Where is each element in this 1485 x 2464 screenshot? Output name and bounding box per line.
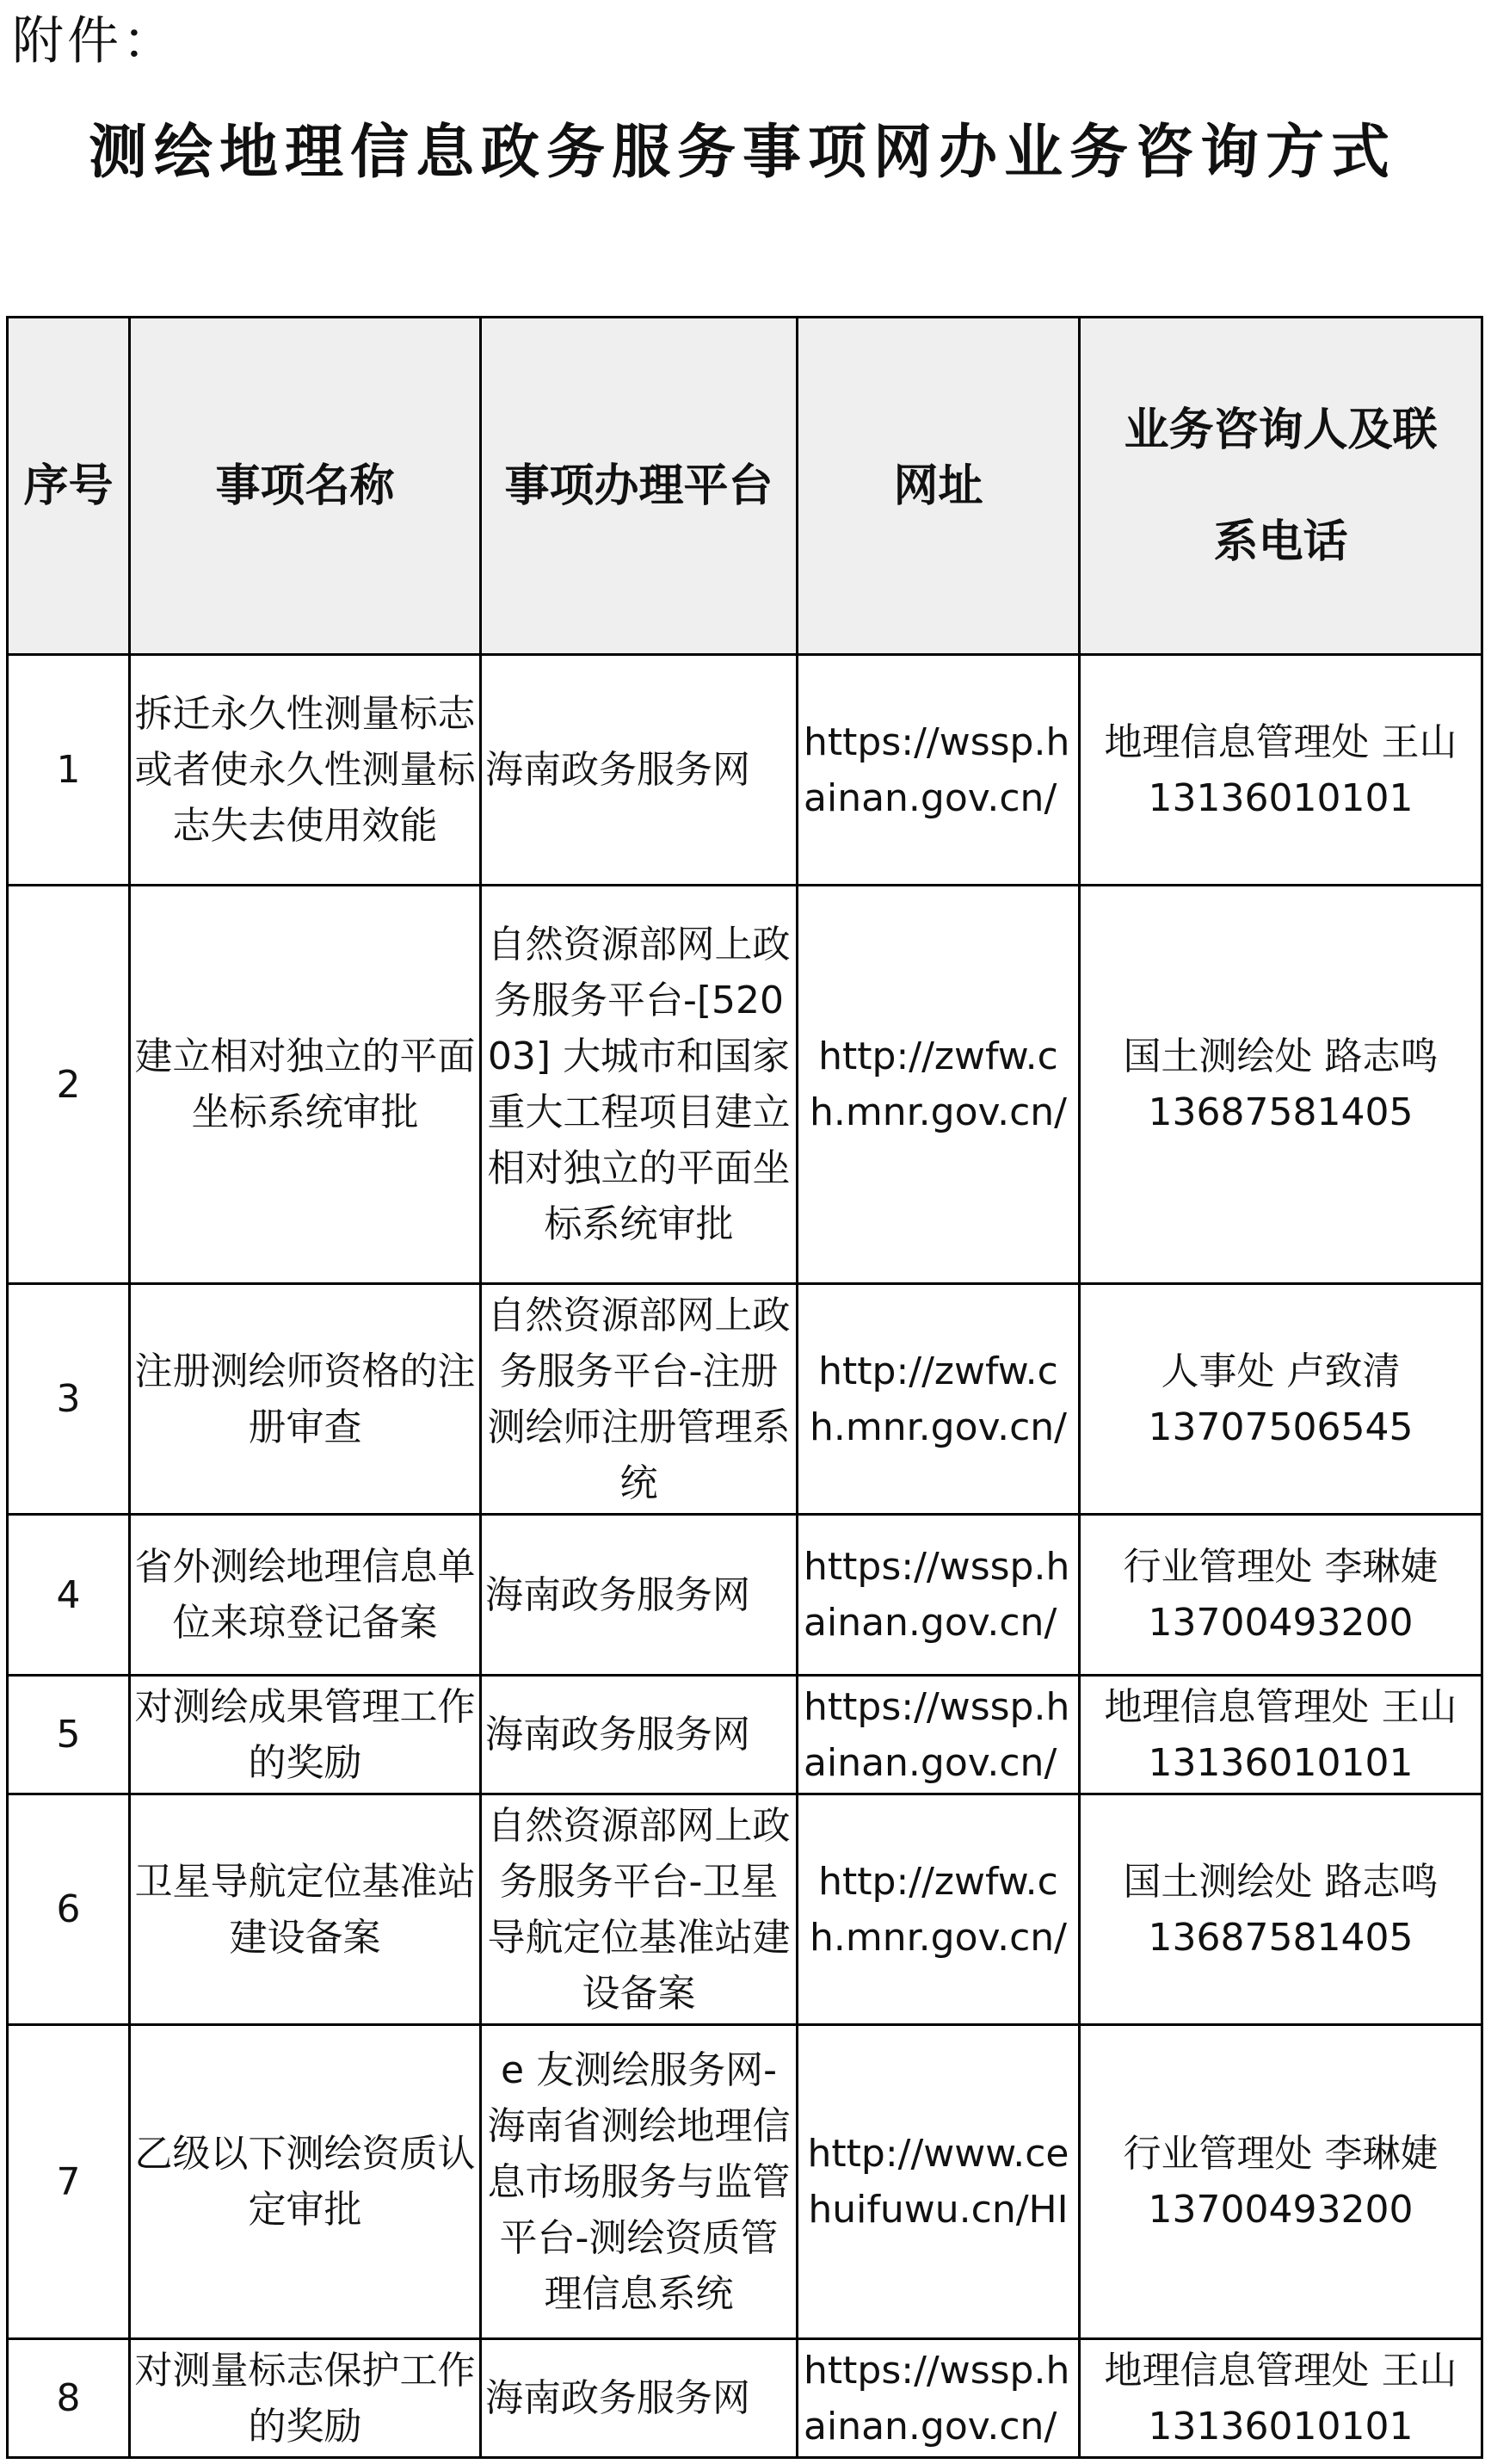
row-platform: 海南政务服务网	[481, 1515, 798, 1676]
contact-phone: 13136010101	[1148, 775, 1414, 820]
row-url-link[interactable]: http://zwfw.ch.mnr.gov.cn/	[798, 886, 1080, 1284]
row-url-link[interactable]: https://wssp.hainan.gov.cn/	[798, 1676, 1080, 1794]
row-item-name: 卫星导航定位基准站建设备案	[130, 1794, 481, 2025]
attachment-label: 附件：	[12, 11, 177, 71]
row-contact	[1080, 886, 1482, 1284]
row-contact	[1080, 655, 1482, 886]
row-contact	[1080, 1284, 1482, 1515]
table-row	[8, 886, 1482, 1284]
row-item-name: 建立相对独立的平面坐标系统审批	[130, 886, 481, 1284]
table-row	[8, 1794, 1482, 2025]
row-contact	[1080, 2339, 1482, 2458]
row-contact	[1080, 2025, 1482, 2339]
row-platform: 自然资源部网上政务服务平台-注册测绘师注册管理系统	[481, 1284, 798, 1515]
row-index: 4	[8, 1515, 130, 1676]
row-index: 8	[8, 2339, 130, 2458]
row-platform: 自然资源部网上政务服务平台-卫星导航定位基准站建设备案	[481, 1794, 798, 2025]
row-item-name: 对测绘成果管理工作的奖励	[130, 1676, 481, 1794]
table-header-row	[8, 318, 1482, 655]
row-url-link[interactable]: https://wssp.hainan.gov.cn/	[798, 1515, 1080, 1676]
row-url-link[interactable]: https://wssp.hainan.gov.cn/	[798, 2339, 1080, 2458]
contact-phone: 13700493200	[1148, 1601, 1414, 1645]
row-platform: e 友测绘服务网-海南省测绘地理信息市场服务与监管平台-测绘资质管理信息系统	[481, 2025, 798, 2339]
row-item-name: 注册测绘师资格的注册审查	[130, 1284, 481, 1515]
header-index: 序号	[8, 318, 130, 655]
header-platform: 事项办理平台	[481, 318, 798, 655]
contact-phone: 13136010101	[1148, 1740, 1414, 1785]
contact-phone: 13687581405	[1148, 1090, 1414, 1134]
row-url-link[interactable]: https://wssp.hainan.gov.cn/	[798, 655, 1080, 886]
row-index: 1	[8, 655, 130, 886]
row-index: 2	[8, 886, 130, 1284]
row-platform: 自然资源部网上政务服务平台-[52003] 大城市和国家重大工程项目建立相对独立的平面坐标系统审批	[481, 886, 798, 1284]
row-index: 3	[8, 1284, 130, 1515]
table-row	[8, 2339, 1482, 2458]
contact-phone: 13136010101	[1148, 2404, 1414, 2449]
table-row	[8, 655, 1482, 886]
row-item-name: 省外测绘地理信息单位来琼登记备案	[130, 1515, 481, 1676]
row-index: 5	[8, 1676, 130, 1794]
contact-phone: 13707506545	[1148, 1405, 1414, 1449]
contact-name: 行业管理处 李琳婕	[1123, 2132, 1439, 2176]
row-platform: 海南政务服务网	[481, 2339, 798, 2458]
table-row	[8, 2025, 1482, 2339]
table-row	[8, 1676, 1482, 1794]
row-contact	[1080, 1676, 1482, 1794]
row-platform: 海南政务服务网	[481, 1676, 798, 1794]
row-item-name: 拆迁永久性测量标志或者使永久性测量标志失去使用效能	[130, 655, 481, 886]
row-url-link[interactable]: http://zwfw.ch.mnr.gov.cn/	[798, 1284, 1080, 1515]
table-row	[8, 1515, 1482, 1676]
row-item-name: 乙级以下测绘资质认定审批	[130, 2025, 481, 2339]
contact-name: 地理信息管理处 王山	[1104, 719, 1457, 764]
header-name: 事项名称	[130, 318, 481, 655]
row-url-link[interactable]: http://www.cehuifuwu.cn/HI	[798, 2025, 1080, 2339]
row-item-name: 对测量标志保护工作的奖励	[130, 2339, 481, 2458]
row-contact	[1080, 1515, 1482, 1676]
header-url: 网址	[798, 318, 1080, 655]
table-row	[8, 1284, 1482, 1515]
document-title: 测绘地理信息政务服务事项网办业务咨询方式	[88, 119, 1396, 187]
contact-phone: 13700493200	[1148, 2188, 1414, 2232]
row-index: 7	[8, 2025, 130, 2339]
row-url-link[interactable]: http://zwfw.ch.mnr.gov.cn/	[798, 1794, 1080, 2025]
contact-name: 国土测绘处 路志鸣	[1123, 1859, 1439, 1904]
row-index: 6	[8, 1794, 130, 2025]
consultation-table	[6, 316, 1483, 2459]
contact-name: 人事处 卢致清	[1161, 1349, 1401, 1393]
contact-name: 地理信息管理处 王山	[1104, 2348, 1457, 2393]
contact-phone: 13687581405	[1148, 1915, 1414, 1960]
row-platform: 海南政务服务网	[481, 655, 798, 886]
row-contact	[1080, 1794, 1482, 2025]
header-contact: 业务咨询人及联系电话	[1080, 318, 1482, 655]
contact-name: 地理信息管理处 王山	[1104, 1684, 1457, 1729]
contact-name: 行业管理处 李琳婕	[1123, 1545, 1439, 1589]
contact-name: 国土测绘处 路志鸣	[1123, 1034, 1439, 1078]
